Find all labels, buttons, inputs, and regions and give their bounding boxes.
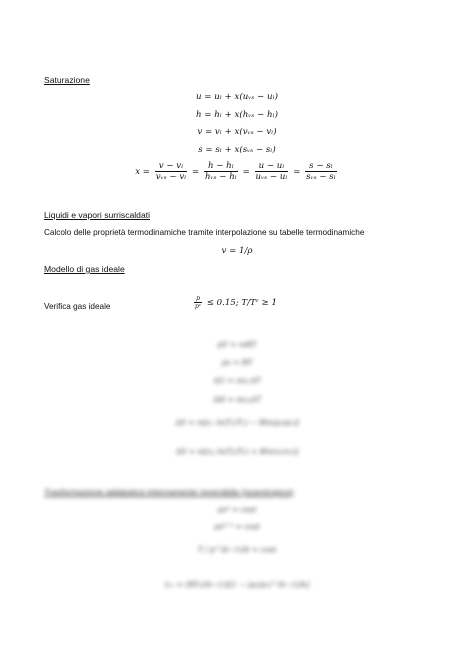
quality-frac-v: $\frac{\text{v − vₗ}}{\text{vᵥₛ − vₗ}}$	[155, 161, 187, 182]
blur-eq-4: ΔH = mcₚΔT	[213, 395, 261, 404]
eq-h: h = hₗ + x(hᵥₛ − hₗ)	[196, 110, 278, 120]
gas-heading: Modello di gas ideale	[44, 264, 125, 274]
blur-eq-8: pvᵏ⁻¹ = cost	[214, 522, 260, 531]
blur-eq-5: ΔS = m[cᵥ ln(T₂/T₁) − Rln(p₂/p₁)]	[175, 418, 299, 427]
quality-equation: x = $\frac{\text{v − vₗ}}{\text{vᵥₛ − vₗ}}$ = $\frac{\text{h − hₗ}}{\text{hᵥₛ − hₗ}}$ = $\frac{\text{u − uₗ}}{\text{uᵥₛ − uₗ}}$ = $\frac{\text{s − sₗ}}{\text{sᵥₛ − sₗ}}$	[135, 161, 336, 182]
quality-frac-u: $\frac{\text{u − uₗ}}{\text{uᵥₛ − uₗ}}$	[255, 161, 288, 182]
eq-v: v = vₗ + x(vᵥₛ − vₗ)	[197, 127, 277, 137]
blur-eq-6: ΔS = m[cₚ ln(T₂/T₁) + Rln(v₂/v₁)]	[175, 447, 299, 456]
eq-s: s = sₗ + x(sᵥₛ − sₗ)	[198, 145, 276, 155]
quality-frac-s: $\frac{\text{s − sₗ}}{\text{sᵥₛ − sₗ}}$	[306, 161, 336, 182]
verifica-condition: $\frac{p}{\text{pᶜ}}$ ≤ 0.15; T/Tᶜ ≥ 1	[195, 295, 277, 310]
blur-eq-3: ΔU = mcᵥΔT	[213, 376, 261, 385]
quality-frac-h: $\frac{\text{h − hₗ}}{\text{hᵥₛ − hₗ}}$	[204, 161, 237, 182]
verifica-label: Verifica gas ideale	[44, 302, 111, 311]
blur-eq-10: Lₗᵣ = (RT₁/(k−1))[1 − (p₂/p₁)^(k−1)/k]	[164, 580, 310, 589]
liquidi-heading: Liquidi e vapori surriscaldati	[44, 210, 151, 220]
blur-eq-1: pV = mRT	[217, 340, 257, 349]
p-over-pc: $\frac{p}{\text{pᶜ}}$	[195, 295, 201, 310]
eq-density: v = 1/ρ	[221, 246, 253, 256]
adiabatica-heading: Trasformazione adiabatica internamente reversibile (isoentropica)	[44, 487, 294, 497]
blur-eq-7: pvᵏ = cost	[217, 505, 257, 514]
liquidi-text: Calcolo delle proprietà termodinamiche tramite interpolazione su tabelle termodinamiche	[44, 228, 365, 237]
eq-u: u = uₗ + x(uᵥₛ − uₗ)	[196, 92, 278, 102]
blur-eq-2: pv = RT	[221, 358, 253, 367]
saturazione-heading: Saturazione	[44, 75, 90, 85]
quality-lhs: x =	[135, 167, 150, 177]
blur-eq-9: T / p^(k−1)/k = cost	[197, 545, 277, 554]
